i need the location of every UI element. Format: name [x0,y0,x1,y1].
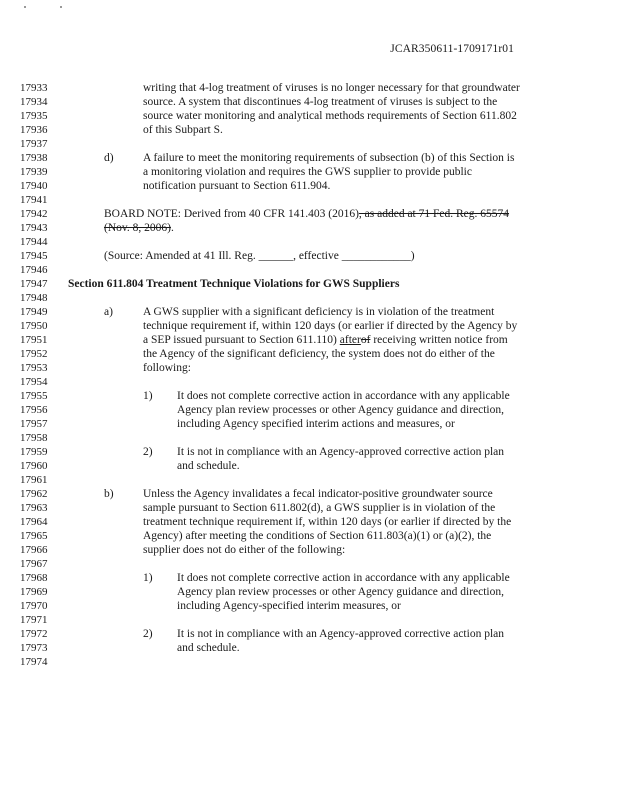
line-number: 17943 [20,222,48,234]
line-number: 17937 [20,138,48,150]
board-note-deleted: (Nov. 8, 2006) [104,222,171,234]
item-line: It is not in compliance with an Agency-approved corrective action plan [177,446,504,458]
board-note [104,207,509,221]
subsection-b-label: b) [104,488,114,500]
item-line: Agency plan review processes or other Agency guidance and direction, [177,586,504,598]
line-number: 17938 [20,152,48,164]
subsection-a-line [143,333,508,347]
line-number: 17948 [20,292,48,304]
item-line: including Agency-specified interim measures, or [177,600,401,612]
line-number: 17957 [20,418,48,430]
cont-line: source. A system that discontinues 4-log treatment of viruses is subject to the [143,96,498,108]
line-number: 17971 [20,614,48,626]
item-line: Agency plan review processes or other Agency guidance and direction, [177,404,504,416]
line-number: 17945 [20,250,48,262]
board-note-text: BOARD NOTE: Derived from 40 CFR 141.403 (2016) [104,208,359,220]
scan-speck [60,6,62,8]
line-number: 17941 [20,194,48,206]
item-line: and schedule. [177,642,240,654]
line-number: 17960 [20,460,48,472]
line-number: 17973 [20,642,48,654]
board-note-line2 [104,221,174,235]
board-note-deleted: , as added at 71 Fed. Reg. 65574 [358,208,510,220]
line-number: 17942 [20,208,48,220]
line-number: 17955 [20,390,48,402]
line-number: 17949 [20,306,48,318]
subsection-b-line: Unless the Agency invalidates a fecal indicator-positive groundwater source [143,488,493,500]
line-number: 17963 [20,502,48,514]
line-number: 17969 [20,586,48,598]
line-number: 17947 [20,278,48,290]
item-label: 2) [143,446,153,458]
subsection-b-line: sample pursuant to Section 611.802(d), a GWS supplier is in violation of the [143,502,496,514]
item-line: It does not complete corrective action in accordance with any applicable [177,572,510,584]
line-number: 17934 [20,96,48,108]
line-number: 17935 [20,110,48,122]
line-number: 17952 [20,348,48,360]
item-line: including Agency specified interim actions and measures, or [177,418,455,430]
section-title: Section 611.804 Treatment Technique Violations for GWS Suppliers [68,278,400,290]
line-number: 17936 [20,124,48,136]
line-number: 17967 [20,558,48,570]
subsection-a-line: technique requirement if, within 120 days (or earlier if directed by the Agency by [143,320,518,332]
subsection-b-line: Agency) after meeting the conditions of Section 611.803(a)(1) or (a)(2), the [143,530,492,542]
item-line: and schedule. [177,460,240,472]
cont-line: writing that 4-log treatment of viruses is no longer necessary for that groundwater [143,82,520,94]
line-number: 17972 [20,628,48,640]
line-number: 17964 [20,516,48,528]
line-number: 17946 [20,264,48,276]
cont-line: source water monitoring and analytical methods requirements of Section 611.802 [143,110,517,122]
item-line: It does not complete corrective action in accordance with any applicable [177,390,510,402]
line-number: 17950 [20,320,48,332]
line-number: 17965 [20,530,48,542]
inserted-text: after [339,334,361,346]
item-label: 1) [143,390,153,402]
text-span: receiving written notice from [370,334,508,346]
subsection-d-line: a monitoring violation and requires the GWS supplier to provide public [143,166,472,178]
item-label: 1) [143,572,153,584]
item-line: It is not in compliance with an Agency-approved corrective action plan [177,628,504,640]
line-number: 17953 [20,362,48,374]
line-number: 17974 [20,656,48,668]
item-label: 2) [143,628,153,640]
line-number: 17966 [20,544,48,556]
line-number: 17961 [20,474,48,486]
line-number: 17970 [20,600,48,612]
subsection-a-label: a) [104,306,113,318]
scan-speck [24,6,26,8]
cont-line: of this Subpart S. [143,124,223,136]
subsection-b-line: supplier does not do either of the following: [143,544,346,556]
text-span: a SEP issued pursuant to Section 611.110) [143,334,340,346]
line-number: 17958 [20,432,48,444]
subsection-a-line: the Agency of the significant deficiency, the system does not do either of the [143,348,495,360]
line-number: 17951 [20,334,48,346]
deleted-text: of [360,334,371,346]
source-note: (Source: Amended at 41 Ill. Reg. ______, effective ____________) [104,250,415,262]
line-number: 17956 [20,404,48,416]
line-number: 17940 [20,180,48,192]
line-number: 17933 [20,82,48,94]
subsection-d-line: A failure to meet the monitoring requirements of subsection (b) of this Section is [143,152,515,164]
subsection-a-line: A GWS supplier with a significant deficiency is in violation of the treatment [143,306,495,318]
subsection-b-line: treatment technique requirement if, within 120 days (or earlier if directed by the [143,516,512,528]
subsection-d-label: d) [104,152,114,164]
subsection-a-line: following: [143,362,191,374]
line-number: 17939 [20,166,48,178]
subsection-d-line: notification pursuant to Section 611.904. [143,180,331,192]
document-id: JCAR350611-1709171r01 [390,43,514,55]
board-note-period: . [170,222,174,234]
line-number: 17959 [20,446,48,458]
line-number: 17962 [20,488,48,500]
line-number: 17944 [20,236,48,248]
line-number: 17954 [20,376,48,388]
line-number: 17968 [20,572,48,584]
